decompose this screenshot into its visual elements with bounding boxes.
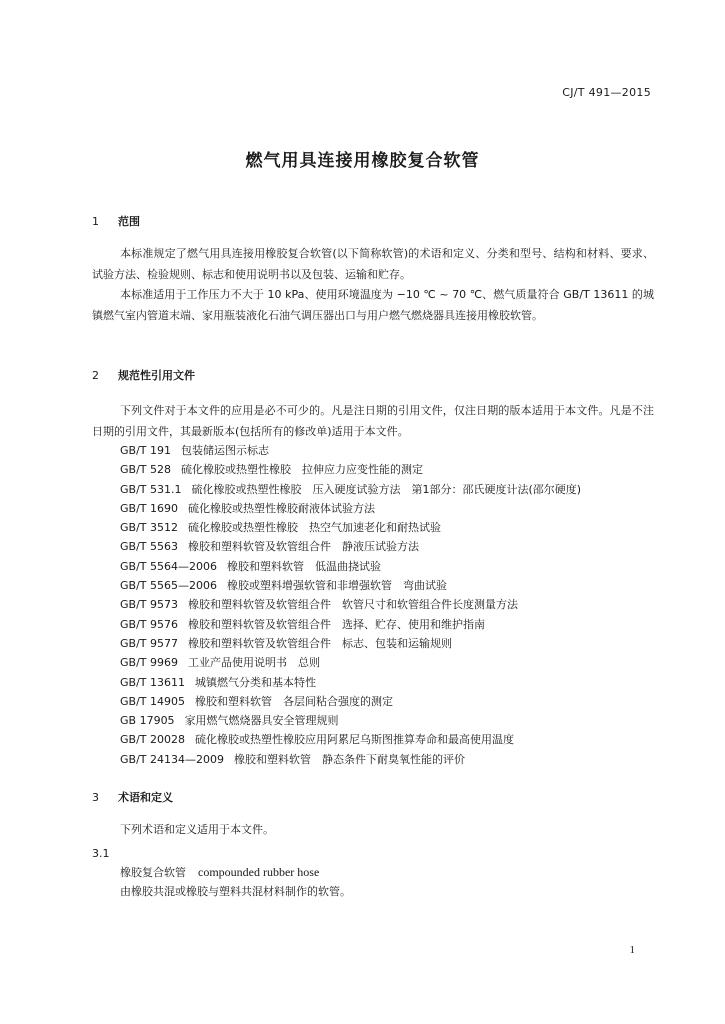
reference-code: GB/T 191 — [120, 444, 171, 457]
reference-title: 橡胶和塑料软管 各层间粘合强度的测定 — [195, 694, 393, 708]
section-1-heading — [92, 213, 140, 229]
reference-title: 橡胶和塑料软管及软管组合件 选择、贮存、使用和维护指南 — [188, 617, 485, 631]
reference-item — [120, 441, 581, 460]
reference-title: 硫化橡胶或热塑性橡胶 热空气加速老化和耐热试验 — [188, 521, 441, 535]
reference-title: 硫化橡胶或热塑性橡胶 拉伸应力应变性能的测定 — [181, 463, 423, 477]
reference-item — [120, 634, 581, 653]
reference-title: 工业产品使用说明书 总则 — [188, 656, 320, 670]
reference-item — [120, 595, 581, 614]
reference-item — [120, 750, 581, 769]
document-title: 燃气用具连接用橡胶复合软管 — [245, 151, 480, 171]
section-3-title: 术语和定义 — [118, 791, 173, 804]
reference-item — [120, 615, 581, 634]
term-chinese: 橡胶复合软管 — [120, 866, 186, 879]
reference-code: GB/T 9969 — [120, 656, 178, 670]
reference-item — [120, 557, 581, 576]
section-2-title: 规范性引用文件 — [118, 369, 195, 382]
term-english: compounded rubber hose — [198, 865, 320, 879]
reference-item — [120, 730, 581, 749]
reference-code: GB/T 5563 — [120, 540, 178, 554]
reference-title: 橡胶和塑料软管 低温曲挠试验 — [226, 559, 381, 573]
section-2-number: 2 — [92, 369, 99, 382]
reference-title: 城镇燃气分类和基本特性 — [195, 675, 316, 689]
reference-item — [120, 653, 581, 672]
reference-item — [120, 499, 581, 518]
reference-code: GB/T 9573 — [120, 598, 178, 612]
reference-title: 橡胶和塑料软管 静态条件下耐臭氧性能的评价 — [233, 752, 465, 766]
reference-code: GB/T 13611 — [120, 675, 185, 689]
reference-item — [120, 518, 581, 537]
document-code: CJ/T 491—2015 — [562, 86, 651, 99]
reference-item — [120, 480, 581, 499]
section-2-intro: 下列文件对于本文件的应用是必不可少的。凡是注日期的引用文件，仅注日期的版本适用于本文件。凡是不注日期的引用文件，其最新版本(包括所有的修改单)适用于本文件。 — [92, 404, 654, 438]
reference-code: GB/T 531.1 — [120, 482, 182, 496]
reference-title: 橡胶和塑料软管及软管组合件 标志、包装和运输规则 — [188, 636, 452, 650]
section-3-heading — [92, 789, 173, 805]
reference-code: GB/T 5564—2006 — [120, 559, 217, 573]
reference-title: 橡胶或塑料增强软管和非增强软管 弯曲试验 — [226, 579, 447, 593]
reference-title: 橡胶和塑料软管及软管组合件 软管尺寸和软管组合件长度测量方法 — [188, 598, 518, 612]
reference-list — [120, 441, 581, 769]
reference-title: 家用燃气燃烧器具安全管理规则 — [184, 714, 339, 728]
reference-title: 硫化橡胶或热塑性橡胶耐液体试验方法 — [188, 501, 375, 515]
reference-item — [120, 692, 581, 711]
reference-code: GB/T 9576 — [120, 617, 178, 631]
reference-title: 硫化橡胶或热塑性橡胶应用阿累尼乌斯图推算寿命和最高使用温度 — [195, 733, 514, 747]
section-1-paragraph-1: 本标准规定了燃气用具连接用橡胶复合软管(以下简称软管)的术语和定义、分类和型号、结构和材料、要求、试验方法、检验规则、标志和使用说明书以及包装、运输和贮存。 — [92, 247, 654, 281]
section-3-number: 3 — [92, 791, 99, 804]
reference-item — [120, 460, 581, 479]
reference-item — [120, 673, 581, 692]
reference-code: GB/T 528 — [120, 463, 171, 477]
reference-code: GB 17905 — [120, 714, 175, 728]
reference-code: GB/T 24134—2009 — [120, 752, 224, 766]
reference-item — [120, 576, 581, 595]
reference-code: GB/T 1690 — [120, 501, 178, 515]
page-number: 1 — [629, 944, 635, 956]
section-1-title: 范围 — [118, 215, 140, 228]
reference-title: 包装储运图示标志 — [181, 444, 269, 457]
section-2-heading — [92, 367, 195, 383]
term-definition: 由橡胶共混或橡胶与塑料共混材料制作的软管。 — [120, 885, 351, 898]
section-1-paragraph-2: 本标准适用于工作压力不大于 10 kPa、使用环境温度为 −10 ℃ ~ 70 ℃、燃气质量符合 GB/T 13611 的城镇燃气室内管道末端、家用瓶装液化石油气调压器出口与用户燃气燃烧器具连接用橡胶软管。 — [92, 288, 654, 322]
reference-code: GB/T 20028 — [120, 733, 185, 747]
section-1-number: 1 — [92, 215, 99, 228]
reference-code: GB/T 3512 — [120, 521, 178, 535]
reference-title: 硫化橡胶或热塑性橡胶 压入硬度试验方法 第1部分：邵氏硬度计法(邵尔硬度) — [191, 482, 582, 496]
reference-code: GB/T 5565—2006 — [120, 579, 217, 593]
reference-code: GB/T 14905 — [120, 694, 185, 708]
reference-item — [120, 537, 581, 556]
reference-title: 橡胶和塑料软管及软管组合件 静液压试验方法 — [188, 540, 419, 554]
reference-code: GB/T 9577 — [120, 636, 178, 650]
section-3-intro: 下列术语和定义适用于本文件。 — [120, 823, 274, 836]
reference-item — [120, 711, 581, 730]
term-entry — [120, 864, 319, 880]
clause-number: 3.1 — [92, 847, 110, 860]
